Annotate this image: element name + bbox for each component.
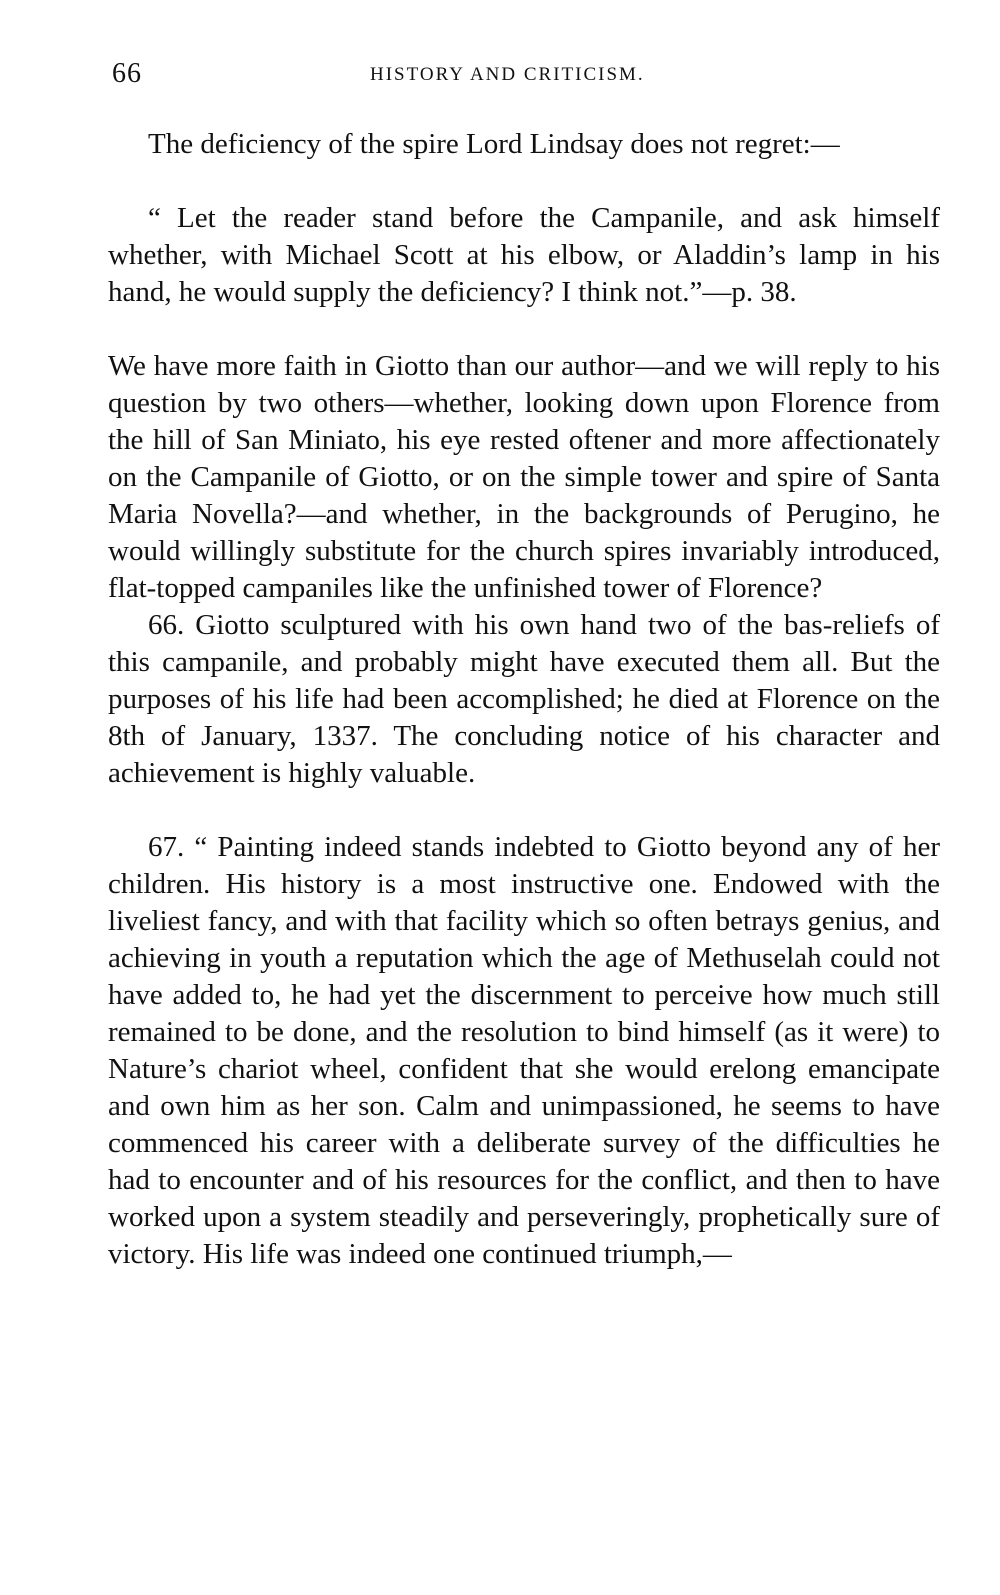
paragraph-spire-regret: The deficiency of the spire Lord Lindsay does not regret:—	[148, 128, 840, 160]
paragraph-67-painting-indebted: 67. “ Painting indeed stands indebted to Giotto beyond any of her children. His history is a most instructive one. Endowed with the liveliest fancy, and with that facility which so often betrays genius, and achieving in youth a reputation which the age of Methuselah could not have added to, he had yet the discernment to perceive how much still remained to be done, and the resolution to bind himself (as it were) to Nature’s chariot wheel, confident that she would erelong emancipate and own him as her son. Calm and unimpassioned, he seems to have commenced his career with a deliberate survey of the difficulties he had to encounter and of his resources for the conflict, and then to have worked upon a system steadily and perseveringly, prophetically sure of victory. His life was indeed one continued triumph,—	[108, 831, 940, 1270]
running-title: HISTORY AND CRITICISM.	[370, 64, 645, 85]
paragraph-faith-in-giotto: We have more faith in Giotto than our author—and we will reply to his question by two others—whether, looking down upon Florence from the hill of San Miniato, his eye rested oftener and more affectionately on the Campanile of Giotto, or on the simple tower and spire of Santa Maria Novella?—and whether, in the backgrounds of Perugino, he would willingly substitute for the church spires invariably introduced, flat-topped campaniles like the unfinished tower of Florence?	[108, 350, 940, 604]
paragraph-quote-campanile: “ Let the reader stand before the Campanile, and ask himself whether, with Michael Scott at his elbow, or Aladdin’s lamp in his hand, he would supply the deficiency? I think not.”—p. 38.	[108, 202, 940, 308]
body-text	[108, 126, 940, 1273]
page-number: 66	[112, 58, 142, 89]
page-header	[112, 58, 938, 98]
paragraph-66-bas-reliefs: 66. Giotto sculptured with his own hand two of the bas-reliefs of this campanile, and probably might have executed them all. But the purposes of his life had been accomplished; he died at Florence on the 8th of January, 1337. The concluding notice of his character and achievement is highly valuable.	[108, 609, 940, 789]
